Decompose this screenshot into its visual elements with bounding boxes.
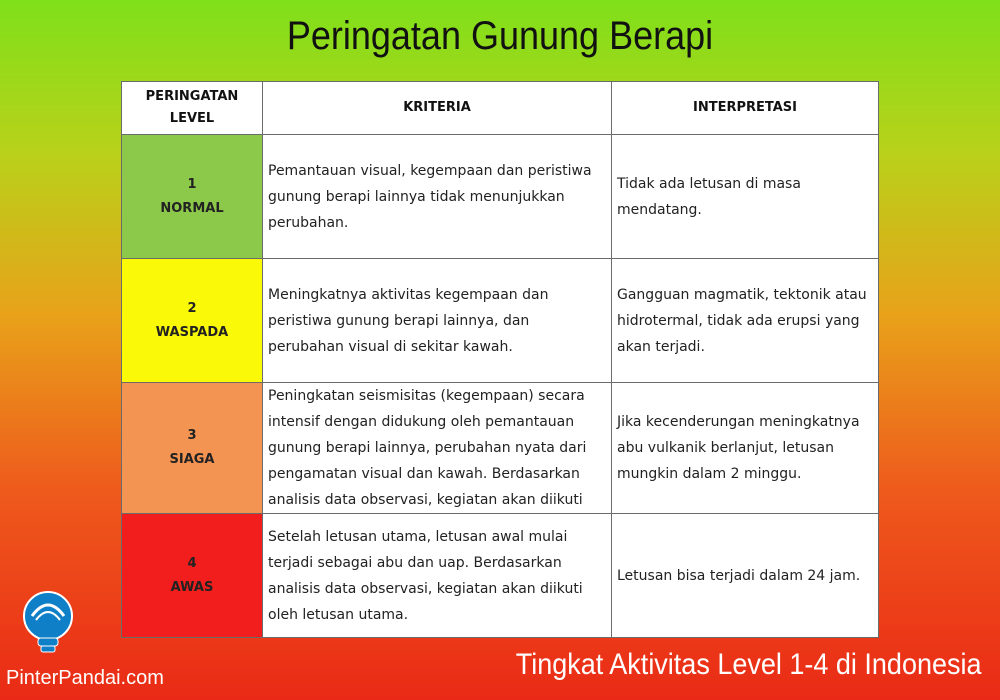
level-cell-waspada xyxy=(122,259,263,383)
header-kriteria: KRITERIA xyxy=(263,82,612,135)
header-level: PERINGATAN LEVEL xyxy=(122,82,263,135)
level-number: 4 xyxy=(187,555,197,571)
kriteria-cell: Pemantauan visual, kegempaan dan peristiwa gunung berapi lainnya tidak menunjukkan perubahan. xyxy=(263,135,612,259)
interpretasi-cell: Gangguan magmatik, tektonik atau hidrotermal, tidak ada erupsi yang akan terjadi. xyxy=(612,259,879,383)
interpretasi-cell: Letusan bisa terjadi dalam 24 jam. xyxy=(612,514,879,638)
site-name: PinterPandai.com xyxy=(6,667,164,689)
page-title: Peringatan Gunung Berapi xyxy=(286,14,714,58)
table-header-row xyxy=(122,82,879,135)
pinterpandai-logo xyxy=(22,586,74,660)
table-row xyxy=(122,514,879,638)
level-number: 2 xyxy=(187,300,197,316)
header-interpretasi: INTERPRETASI xyxy=(612,82,879,135)
level-name: NORMAL xyxy=(160,200,224,216)
footer-caption: Tingkat Aktivitas Level 1-4 di Indonesia xyxy=(516,648,982,681)
level-cell-awas xyxy=(122,514,263,638)
kriteria-cell: Meningkatnya aktivitas kegempaan dan peristiwa gunung berapi lainnya, dan perubahan visual di sekitar kawah. xyxy=(263,259,612,383)
interpretasi-cell: Jika kecenderungan meningkatnya abu vulkanik berlanjut, letusan mungkin dalam 2 minggu. xyxy=(612,383,879,514)
kriteria-cell: Setelah letusan utama, letusan awal mulai terjadi sebagai abu dan uap. Berdasarkan analisis data observasi, kegiatan akan diikuti oleh letusan utama. xyxy=(263,514,612,638)
table-row xyxy=(122,135,879,259)
level-number: 1 xyxy=(187,176,197,192)
interpretasi-cell: Tidak ada letusan di masa mendatang. xyxy=(612,135,879,259)
level-number: 3 xyxy=(187,428,197,443)
kriteria-cell: Peningkatan seismisitas (kegempaan) secara intensif dengan didukung oleh pemantauan gunung berapi lainnya, perubahan nyata dari pengamatan visual dan kawah. Berdasarkan analisis data observasi, kegiatan akan diikuti xyxy=(263,383,612,514)
level-name: WASPADA xyxy=(155,324,229,340)
volcano-alert-table xyxy=(121,81,879,638)
level-name: AWAS xyxy=(170,579,214,595)
table-row xyxy=(122,259,879,383)
level-cell-normal xyxy=(122,135,263,259)
level-name: SIAGA xyxy=(169,452,215,467)
table-row xyxy=(122,383,879,514)
level-cell-siaga xyxy=(122,383,263,514)
